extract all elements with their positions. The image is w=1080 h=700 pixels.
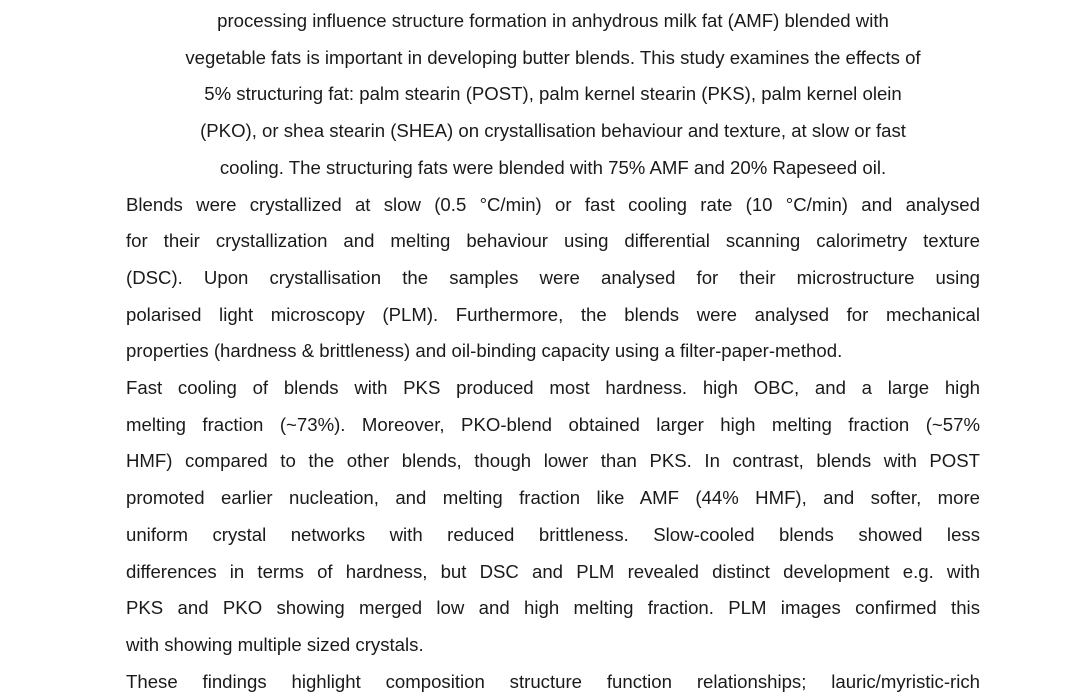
text-line: polarised light microscopy (PLM). Furthermore, the blends were analysed for mechanical <box>126 303 980 325</box>
text-line: for their crystallization and melting behaviour using differential scanning calorimetry texture <box>126 230 980 252</box>
text-line: uniform crystal networks with reduced brittleness. Slow-cooled blends showed less <box>126 523 980 545</box>
text-line: HMF) compared to the other blends, though lower than PKS. In contrast, blends with POST <box>126 450 980 472</box>
text-line: PKS and PKO showing merged low and high melting fraction. PLM images confirmed this <box>126 597 980 619</box>
text-line: melting fraction (~73%). Moreover, PKO-blend obtained larger high melting fraction (~57% <box>126 413 980 435</box>
text-line: 5% structuring fat: palm stearin (POST), palm kernel stearin (PKS), palm kernel olein <box>204 83 902 105</box>
text-line: (DSC). Upon crystallisation the samples were analysed for their microstructure using <box>126 266 980 288</box>
text-line: differences in terms of hardness, but DSC and PLM revealed distinct development e.g. with <box>126 560 980 582</box>
text-line: (PKO), or shea stearin (SHEA) on crystallisation behaviour and texture, at slow or fast <box>200 120 906 142</box>
text-line: Blends were crystallized at slow (0.5 °C/min) or fast cooling rate (10 °C/min) and analysed <box>126 193 980 215</box>
text-line: Fast cooling of blends with PKS produced most hardness. high OBC, and a large high <box>126 377 980 399</box>
text-line: with showing multiple sized crystals. <box>126 633 424 655</box>
text-line: These findings highlight composition structure function relationships; lauric/myristic-rich <box>126 670 980 692</box>
text-line: cooling. The structuring fats were blended with 75% AMF and 20% Rapeseed oil. <box>219 156 887 178</box>
text-line: properties (hardness & brittleness) and oil-binding capacity using a filter-paper-method. <box>126 340 843 362</box>
abstract-text <box>126 3 980 700</box>
results-paragraph <box>126 370 980 664</box>
text-line: processing influence structure formation in anhydrous milk fat (AMF) blended with <box>217 10 889 31</box>
conclusion-paragraph <box>126 664 980 700</box>
text-line: promoted earlier nucleation, and melting fraction like AMF (44% HMF), and softer, more <box>126 487 980 509</box>
methods-paragraph <box>126 187 980 371</box>
intro-paragraph <box>126 3 980 187</box>
text-line: vegetable fats is important in developing butter blends. This study examines the effects of <box>185 46 921 68</box>
